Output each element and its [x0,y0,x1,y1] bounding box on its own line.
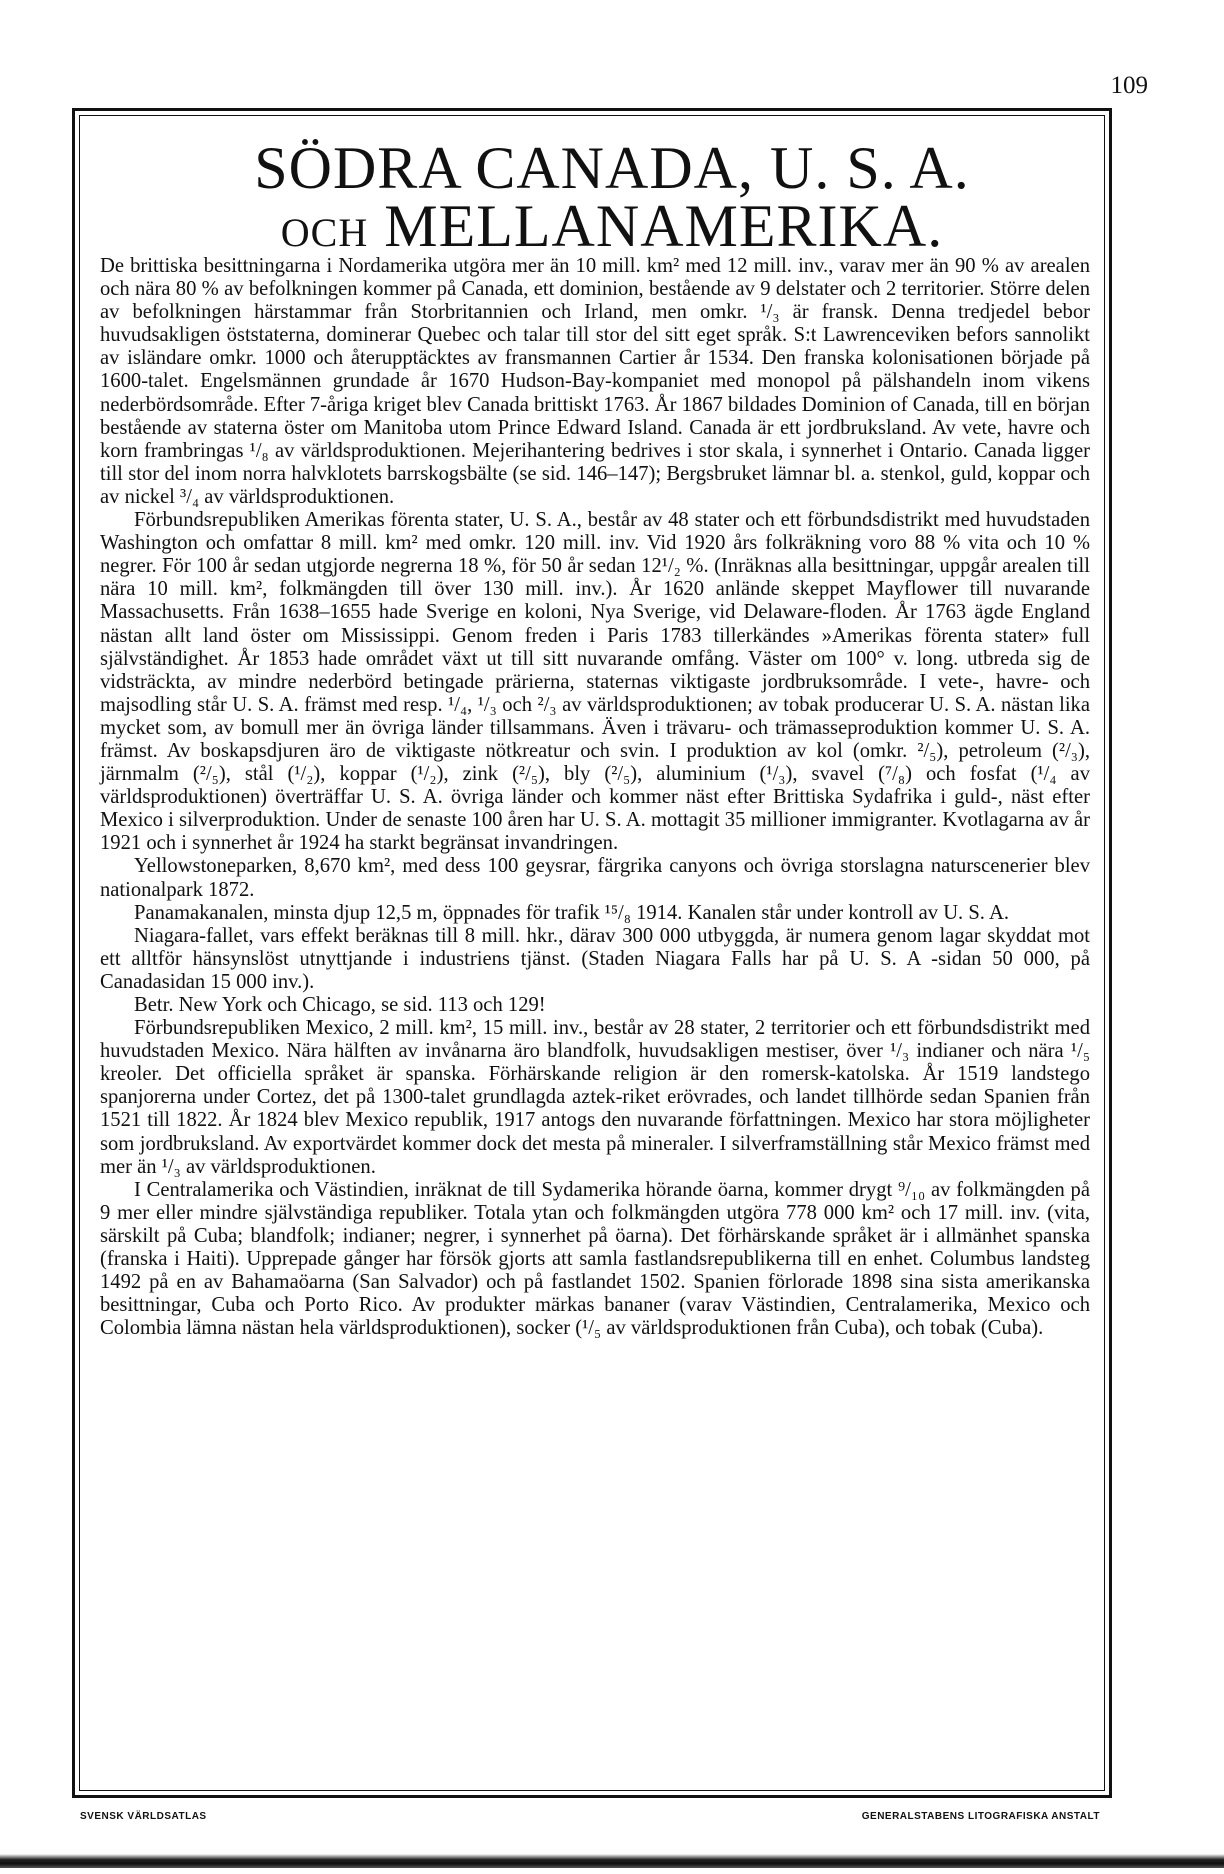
page-title-line-2 [0,193,1224,259]
paragraph-niagara: Niagara-fallet, vars effekt beräknas till 8 mill. hkr., därav 300 000 utbyggda, är numera genom lagar skyddat mot ett alltför hänsynslöst utnyttjande i industriens tjänst. (Staden Niagara Falls har på U. S. A -sidan 50 000, på Canadasidan 15 000 inv.). [100,924,1090,993]
paragraph-panama: Panamakanalen, minsta djup 12,5 m, öppnades för trafik ¹⁵/₈ 1914. Kanalen står under kontroll av U. S. A. [134,901,1009,924]
page-title-prefix: OCH [280,210,369,255]
page-title-line-1: SÖDRA CANADA, U. S. A. [254,135,970,201]
scan-edge-band [0,1854,1224,1868]
paragraph-yellowstone: Yellowstoneparken, 8,670 km², med dess 100 geysrar, färgrika canyons och övriga storslagna naturscenerier blev nationalpark 1872. [100,855,1090,901]
paragraph-mexico: Förbundsrepubliken Mexico, 2 mill. km², 15 mill. inv., består av 28 stater, 2 territorier och ett förbundsdistrikt med huvudstaden Mexico. Nära hälften av invånarna äro blandfolk, huvudsakligen mestiser, över ¹/₃ indianer och nära ¹/₅ kreoler. Det officiella språket är spanska. Förhärskande religion är den romersk-katolska. År 1519 landstego spanjorerna under Cortez, det på 1300-talet grundlagda aztek-riket erövrades, och landet tillhörde sedan Spanien från 1521 till 1822. År 1824 blev Mexico republik, 1917 antogs den nuvarande författningen. Mexico har stora möjligheter som jordbruksland. Av exportvärdet kommer dock det mesta på mineraler. I silverframställning står Mexico främst med mer än ¹/₃ av världsproduktionen. [100,1017,1090,1178]
paragraph-canada: De brittiska besittningarna i Nordamerika utgöra mer än 10 mill. km² med 12 mill. inv., varav mer än 90 % av arealen och nära 80 % av befolkningen kommer på Canada, ett dominion, bestående av 9 delstater och 2 territorier. Större delen av befolkningen härstammar från Storbritannien och Irland, men omkr. ¹/₃ är fransk. Denna tredjedel bebor huvudsakligen öststaterna, dominerar Quebec och talar till stor del sitt eget språk. S:t Lawrenceviken befors sannolikt av isländare omkr. 1000 och återupptäcktes av fransmannen Cartier år 1534. Den franska kolonisationen började på 1600-talet. Engelsmännen grundade år 1670 Hudson-Bay-kompaniet med monopol på pälshandeln inom vikens nederbördsområde. Efter 7-åriga kriget blev Canada brittiskt 1763. År 1867 bildades Dominion of Canada, till en början bestående av staterna öster om Manitoba utom Prince Edward Island. Canada är ett jordbruksland. Av vete, havre och korn frambringas ¹/₈ av världsproduktionen. Mejerihantering bedrives i stor skala, i synnerhet i Ontario. Canada ligger till stor del inom norra halvklotets barrskogsbälte (se sid. 146–147); Bergsbruket lämnar bl. a. stenkol, guld, koppar och av nickel ³/₄ av världsproduktionen. [100,255,1090,508]
paragraph-cross-reference: Betr. New York och Chicago, se sid. 113 och 129! [134,994,546,1016]
page-title-main: MELLANAMERIKA. [384,193,944,259]
footer-publication: SVENSK VÄRLDSATLAS [80,1811,207,1822]
paragraph-usa: Förbundsrepubliken Amerikas förenta stater, U. S. A., består av 48 stater och ett förbundsdistrikt med huvudstaden Washington och omfattar 8 mill. km² med omkr. 120 mill. inv. Vid 1920 års folkräkning voro 88 % vita och 10 % negrer. För 100 år sedan utgjorde negrerna 18 %, för 50 år sedan 12¹/₂ %. (Inräknas alla besittningar, uppgår arealen till nära 10 mill. km², folkmängden till över 130 mill. inv.). År 1620 anlände skeppet Mayflower till nuvarande Massachusetts. Från 1638–1655 hade Sverige en koloni, Nya Sverige, vid Delaware-floden. År 1763 ägde England nästan allt land öster om Mississippi. Genom freden i Paris 1783 tillerkändes »Amerikas förenta stater» full självständighet. År 1853 hade området växt ut till sitt nuvarande omfång. Väster om 100° v. long. utbreda sig de vidsträckta, av mindre nederbörd betingade prärierna, staternas viktigaste jordbruksområde. I vete-, havre- och majsodling står U. S. A. främst med resp. ¹/₄, ¹/₃ och ²/₃ av världsproduktionen; av tobak producerar U. S. A. nästan lika mycket som, av bomull mer än övriga länder tillsammans. Även i trävaru- och trämasseproduktion kommer U. S. A. främst. Av boskapsdjuren äro de viktigaste nötkreatur och svin. I produktion av kol (omkr. ²/₅), petroleum (²/₃), järnmalm (²/₅), stål (¹/₂), koppar (¹/₂), zink (²/₅), bly (²/₅), aluminium (¹/₃), svavel (⁷/₈) och fosfat (¹/₄ av världsproduktionen) överträffar U. S. A. övriga länder och kommer näst efter Brittiska Sydafrika i guld-, näst efter Mexico i silverproduktion. Under de senaste 100 åren har U. S. A. mottagit 35 millioner immigranter. Kvotlagarna av år 1921 och i synnerhet år 1924 ha starkt begränsat invandringen. [100,509,1090,855]
paragraph-central-america: I Centralamerika och Västindien, inräknat de till Sydamerika hörande öarna, kommer drygt ⁹/₁₀ av folkmängden på 9 mer eller mindre självständiga republiker. Totala ytan och folkmängden utgöra 778 000 km² och 17 mill. inv. (vita, särskilt på Cuba; blandfolk; indianer; negrer, i synnerhet på öarna). Det förhärskande språket är i allmänhet spanska (franska i Haiti). Upprepade gånger har försök gjorts att samla fastlandsrepublikerna till en enhet. Columbus landsteg 1492 på en av Bahamaöarna (San Salvador) och på fastlandet 1502. Spanien förlorade 1898 sina sista amerikanska besittningar, Cuba och Porto Rico. Av produkter märkas bananer (varav Västindien, Centralamerika, Mexico och Colombia lämna nästan hela världsproduktionen), socker (¹/₅ av världsproduktionen från Cuba), och tobak (Cuba). [100,1178,1090,1340]
page-number: 109 [1110,72,1148,99]
article-body [100,255,1090,1340]
footer-publisher: GENERALSTABENS LITOGRAFISKA ANSTALT [861,1811,1100,1822]
